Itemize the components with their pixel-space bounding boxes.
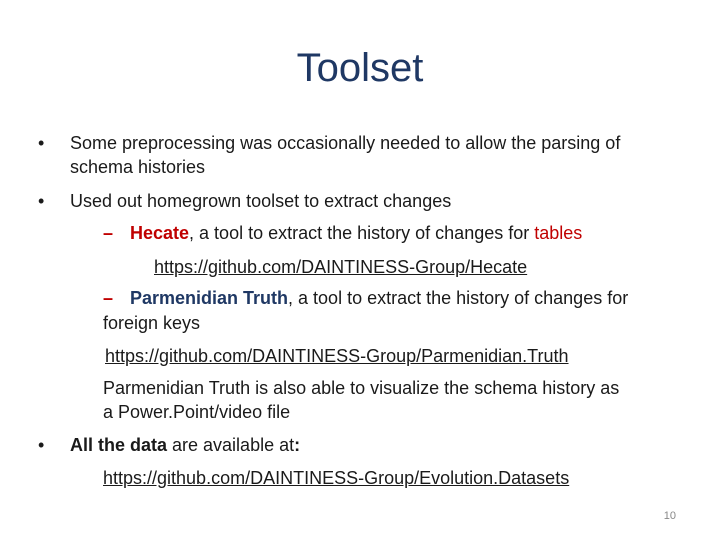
pt-line-1 — [130, 287, 628, 309]
page-number: 10 — [663, 510, 676, 522]
slide-title: Toolset — [296, 46, 424, 90]
bullet-icon: • — [38, 191, 45, 211]
datasets-link[interactable]: https://github.com/DAINTINESS-Group/Evolution.Datasets — [103, 468, 570, 488]
bullet-1-line-2: schema histories — [70, 157, 206, 177]
hecate-tables: tables — [534, 223, 583, 243]
hecate-line — [130, 222, 582, 244]
colon: : — [294, 435, 301, 455]
pt-link[interactable]: https://github.com/DAINTINESS-Group/Parmenidian.Truth — [105, 346, 569, 366]
pt-note-line-2: a Power.Point/video file — [103, 402, 291, 422]
bullet-1-line-1: Some preprocessing was occasionally needed to allow the parsing of — [70, 133, 621, 153]
bullet-icon: • — [38, 435, 45, 455]
bullet-3-line-1 — [70, 434, 300, 456]
hecate-link[interactable]: https://github.com/DAINTINESS-Group/Hecate — [154, 257, 528, 277]
pt-description: , a tool to extract the history of changes for — [288, 288, 629, 308]
bullet-icon: • — [38, 133, 45, 153]
bullet-2-line-1: Used out homegrown toolset to extract changes — [70, 191, 452, 211]
hecate-description: , a tool to extract the history of changes for — [189, 223, 535, 243]
hecate-name: Hecate — [130, 223, 190, 243]
pt-line-2: foreign keys — [103, 313, 201, 333]
dash-icon: – — [103, 223, 114, 243]
all-the-data: All the data — [70, 435, 168, 455]
pt-note-line-1: Parmenidian Truth is also able to visualize the schema history as — [103, 378, 620, 398]
available-text: are available at — [167, 435, 295, 455]
dash-icon: – — [103, 288, 114, 308]
pt-name: Parmenidian Truth — [130, 288, 289, 308]
